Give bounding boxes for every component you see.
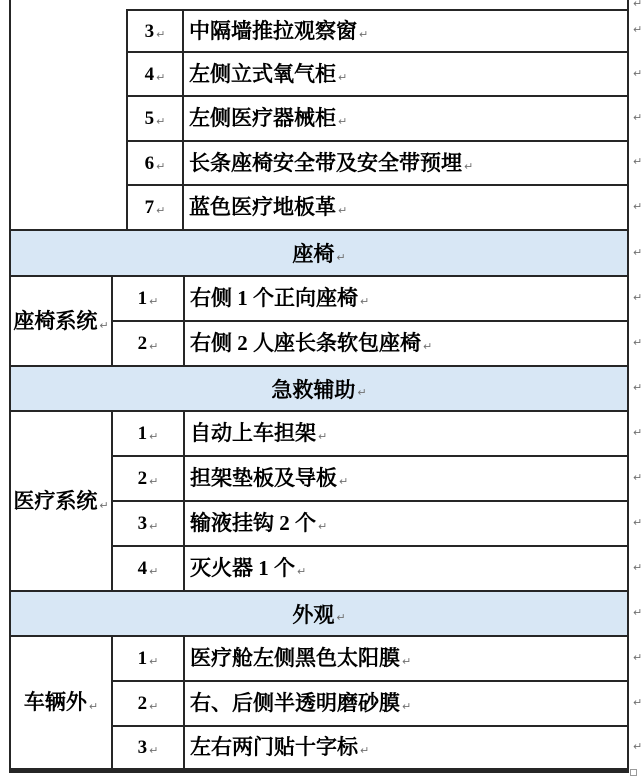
paragraph-mark: ↵ [633, 336, 643, 349]
group-label: 医疗系统 [13, 488, 98, 513]
paragraph-mark: ↵ [633, 651, 643, 664]
pilcrow-icon: ↵ [156, 70, 166, 84]
row-desc-cell [183, 322, 627, 367]
row-desc-cell [182, 142, 627, 186]
pilcrow-icon: ↵ [423, 340, 433, 353]
group-label: 车辆外 [23, 690, 87, 714]
pilcrow-icon: ↵ [149, 655, 159, 668]
pilcrow-icon: ↵ [464, 159, 474, 173]
row-number-cell [126, 186, 182, 231]
pilcrow-icon: ↵ [156, 115, 166, 128]
row-desc-cell [182, 97, 627, 142]
paragraph-mark: ↵ [633, 696, 643, 709]
pilcrow-icon: ↵ [99, 318, 109, 332]
row-number-cell [111, 547, 183, 592]
row-desc-cell [183, 682, 627, 727]
pilcrow-icon: ↵ [318, 520, 328, 533]
group-label-cell [11, 277, 111, 367]
row-desc-cell [182, 9, 627, 53]
pilcrow-icon: ↵ [149, 295, 159, 308]
row-desc-cell [183, 547, 627, 592]
row-number-cell [111, 727, 183, 770]
paragraph-mark: ↵ [633, 67, 643, 80]
paragraph-mark: ↵ [633, 111, 643, 124]
row-desc: 右、后侧半透明磨砂膜 [190, 691, 400, 715]
row-number: 2 [137, 693, 148, 714]
pilcrow-icon: ↵ [149, 475, 159, 488]
equipment-table [9, 0, 629, 773]
pilcrow-icon: ↵ [336, 611, 346, 624]
pilcrow-icon: ↵ [360, 744, 370, 757]
row-number-cell [111, 502, 183, 547]
pilcrow-icon: ↵ [99, 498, 109, 512]
paragraph-mark: ↵ [633, 200, 643, 213]
pilcrow-icon: ↵ [149, 700, 159, 713]
cutoff-cell-region [11, 0, 627, 9]
section-header-title: 座椅 [292, 242, 335, 266]
group-label-cell [11, 412, 111, 592]
row-number: 6 [144, 152, 155, 174]
pilcrow-icon: ↵ [359, 27, 369, 41]
row-number: 1 [137, 423, 148, 444]
pilcrow-icon: ↵ [149, 744, 159, 757]
row-number: 7 [144, 197, 155, 218]
pilcrow-icon: ↵ [339, 475, 349, 488]
row-desc-cell [182, 186, 627, 231]
row-number-cell [111, 322, 183, 367]
pilcrow-icon: ↵ [338, 115, 348, 128]
row-desc: 右侧 1 个正向座椅 [190, 286, 358, 310]
pilcrow-icon: ↵ [149, 565, 159, 578]
row-desc: 灭火器 1 个 [190, 556, 295, 580]
row-desc-cell [183, 637, 627, 682]
section-seat-system [11, 277, 627, 367]
section-header-title: 急救辅助 [271, 377, 356, 402]
paragraph-mark: ↵ [633, 291, 643, 304]
row-desc: 左侧医疗器械柜 [189, 106, 336, 130]
pilcrow-icon: ↵ [318, 430, 328, 443]
pilcrow-icon: ↵ [156, 27, 166, 41]
paragraph-mark: ↵ [633, 381, 643, 394]
row-desc: 长条座椅安全带及安全带预埋 [189, 150, 462, 175]
row-number: 4 [144, 63, 155, 85]
row-desc: 担架垫板及导板 [190, 466, 337, 490]
paragraph-mark: ↵ [633, 0, 643, 10]
row-desc: 中隔墙推拉观察窗 [189, 18, 357, 43]
row-desc-cell [183, 277, 627, 322]
paragraph-mark: ↵ [633, 155, 643, 168]
row-number: 1 [137, 648, 148, 669]
row-number: 2 [137, 333, 148, 354]
end-of-table-marker [630, 769, 637, 776]
section-medical-system [11, 412, 627, 592]
row-number: 4 [137, 558, 148, 579]
pilcrow-icon: ↵ [88, 700, 99, 713]
row-number-cell [126, 53, 182, 97]
paragraph-mark: ↵ [633, 561, 643, 574]
paragraph-mark: ↵ [633, 516, 643, 529]
pilcrow-icon: ↵ [297, 565, 307, 578]
row-desc-cell [183, 727, 627, 770]
row-number: 3 [144, 20, 155, 42]
paragraph-mark: ↵ [633, 606, 643, 619]
row-number-cell [111, 277, 183, 322]
row-number-cell [126, 97, 182, 142]
row-desc: 左侧立式氧气柜 [189, 61, 336, 86]
pilcrow-icon: ↵ [402, 655, 412, 668]
section-cabin-items [11, 9, 627, 231]
group-label-cell [11, 637, 111, 770]
row-desc: 左右两门贴十字标 [190, 735, 358, 759]
pilcrow-icon: ↵ [149, 340, 159, 353]
pilcrow-icon: ↵ [149, 430, 159, 443]
row-number-cell [126, 9, 182, 53]
row-desc-cell [182, 53, 627, 97]
pilcrow-icon: ↵ [338, 204, 348, 217]
row-number: 3 [137, 737, 148, 758]
paragraph-mark: ↵ [633, 246, 643, 259]
pilcrow-icon: ↵ [336, 250, 346, 264]
row-desc: 输液挂钩 2 个 [190, 511, 316, 535]
row-number-cell [126, 142, 182, 186]
pilcrow-icon: ↵ [156, 204, 166, 217]
row-number: 2 [137, 468, 148, 489]
paragraph-mark: ↵ [633, 740, 643, 753]
section-vehicle-exterior [11, 637, 627, 770]
pilcrow-icon: ↵ [156, 159, 166, 173]
row-number: 1 [137, 288, 148, 309]
group-label: 座椅系统 [13, 308, 98, 333]
row-desc: 蓝色医疗地板革 [189, 195, 336, 219]
group-label-cell [11, 9, 126, 231]
pilcrow-icon: ↵ [338, 70, 348, 84]
paragraph-mark: ↵ [633, 23, 643, 36]
section-header-title: 外观 [292, 602, 335, 627]
paragraph-mark: ↵ [633, 471, 643, 484]
row-desc: 自动上车担架 [190, 421, 316, 445]
row-desc: 医疗舱左侧黑色太阳膜 [190, 646, 400, 670]
row-desc-cell [183, 457, 627, 502]
section-header-seats [11, 231, 627, 277]
row-number-cell [111, 637, 183, 682]
pilcrow-icon: ↵ [149, 520, 159, 533]
row-number-cell [111, 457, 183, 502]
section-header-exterior [11, 592, 627, 637]
row-desc: 右侧 2 人座长条软包座椅 [190, 331, 421, 355]
row-number: 3 [137, 513, 148, 534]
pilcrow-icon: ↵ [402, 700, 412, 713]
row-number: 5 [144, 108, 155, 129]
section-header-first-aid [11, 367, 627, 412]
row-number-cell [111, 412, 183, 457]
row-desc-cell [183, 412, 627, 457]
pilcrow-icon: ↵ [360, 295, 370, 308]
pilcrow-icon: ↵ [357, 386, 367, 399]
row-number-cell [111, 682, 183, 727]
paragraph-mark: ↵ [633, 426, 643, 439]
row-desc-cell [183, 502, 627, 547]
